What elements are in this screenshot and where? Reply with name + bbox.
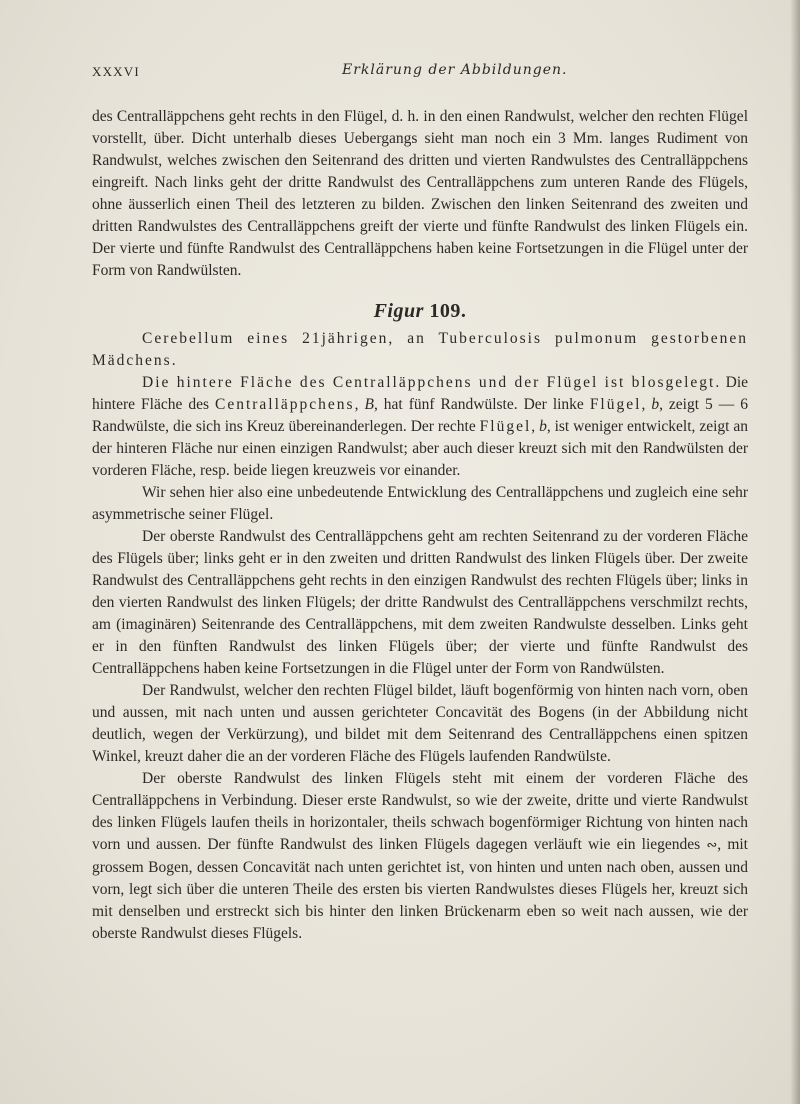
paragraph (92, 768, 748, 945)
text-run: , (354, 396, 365, 413)
lying-s-symbol: ∾ (706, 838, 718, 853)
page-header (92, 62, 752, 84)
figure-label: Figur (373, 300, 424, 322)
running-title: Erklärung der Abbildungen. (342, 62, 568, 78)
paragraph-description (92, 372, 748, 482)
italic-letter: b (651, 396, 660, 413)
italic-letter: B (364, 396, 374, 413)
lead-spaced-text: Die hintere Fläche des Centralläppchens und der Flügel ist blosgelegt. (142, 374, 722, 391)
figure-caption: Cerebellum eines 21jährigen, an Tuberculosis pulmonum gestorbenen Mädchens. (92, 330, 748, 369)
text-run: Der oberste Randwulst des linken Flügels steht mit einem der vorderen Fläche des Centralläppchens in Verbindung. Dieser erste Randwulst, so wie der zweite, dritte und vierte Randwulst des linken Flügels laufen theils in horizontaler, theils schwach bogenförmiger Richtung von hinten nach vorn und aussen. Der fünfte Randwulst des linken Flügels dagegen verläuft wie ein liegendes (92, 770, 748, 853)
spaced-term: Flügel (589, 396, 642, 413)
italic-letter: b (539, 418, 547, 435)
text-run: , zeigt 5 — 6 Randwülste, die sich ins Kreuz übereinanderlegen. Der rechte (92, 396, 749, 435)
text-run: , ist weniger entwickelt, zeigt an der hinteren Fläche nur einen einzigen Randwulst; aber auch dieser kreuzt sich mit den Randwülsten der vorderen Fläche, resp. beide liegen kreuzweis vor einander. (92, 418, 748, 479)
text-run: , (531, 418, 540, 435)
figure-heading (92, 300, 748, 322)
paragraph: Wir sehen hier also eine unbedeutende Entwicklung des Centralläppchens und zugleich eine sehr asymmetrische seiner Flügel. (92, 484, 748, 523)
body-text (92, 106, 748, 945)
spaced-term: Flügel (479, 418, 532, 435)
spaced-term: Centralläppchens (214, 396, 355, 413)
text-run: , mit grossem Bogen, dessen Concavität nach unten gerichtet ist, von hinten und unten nach oben, aussen und vorn, legt sich über die unteren Theile des ersten bis vierten Randwulstes dieses Flügels her, kreuzt sich mit denselben und erstreckt sich bis hinter den linken Brückenarm eben so weit nach aussen, wie der oberste Randwulst dieses Flügels. (92, 836, 748, 942)
text-run: , hat fünf Randwülste. Der linke (373, 396, 590, 413)
paragraph: Der Randwulst, welcher den rechten Flügel bildet, läuft bogenförmig von hinten nach vorn, oben und aussen, mit nach unten und aussen gerichteter Concavität des Bogens (in der Abbildung nicht deutlich, wegen der Verkürzung), und bildet mit dem Seitenrand des Centralläppchens einen spitzen Winkel, kreuzt daher die an der vorderen Fläche des Flügels laufenden Randwülste. (92, 682, 748, 765)
text-run: Die hintere Fläche des (92, 374, 749, 413)
page-number: XXXVI (92, 64, 140, 79)
figure-number: 109. (429, 300, 467, 322)
paragraph-continued: des Centralläppchens geht rechts in den Flügel, d. h. in den einen Randwulst, welcher den rechten Flügel vorstellt, über. Dicht unterhalb dieses Uebergangs sieht man noch ein 3 Mm. langes Rudiment von Randwulst, welches zwischen den Seitenrand des dritten und vierten Randwulstes des Centralläppchens eingreift. Nach links geht der dritte Randwulst des Centralläppchens zum unteren Rande des Flügels, ohne äusserlich einen Theil des letzteren zu bilden. Zwischen den linken Seitenrand des zweiten und dritten Randwulstes des Centralläppchens greift der vierte und fünfte Randwulst des linken Flügels ein. Der vierte und fünfte Randwulst des Centralläppchens haben keine Fortsetzungen in die Flügel unter der Form von Randwülsten. (92, 108, 748, 279)
paragraph: Der oberste Randwulst des Centralläppchens geht am rechten Seitenrand zu der vorderen Fläche des Flügels über; links geht er in den zweiten und dritten Randwulst des linken Flügels über. Der zweite Randwulst des Centralläppchens geht rechts in den einzigen Randwulst des rechten Flügels über; links in den vierten Randwulst des linken Flügels; der dritte Randwulst des Centralläppchens verschmilzt rechts, am (imaginären) Seitenrande des Centralläppchens, mit dem zweiten Randwulste desselben. Links geht er in den fünften Randwulst des linken Flügels über; der vierte und fünfte Randwulst des Centralläppchens haben keine Fortsetzungen in die Flügel unter der Form von Randwülsten. (92, 528, 748, 677)
text-run: , (641, 396, 652, 413)
